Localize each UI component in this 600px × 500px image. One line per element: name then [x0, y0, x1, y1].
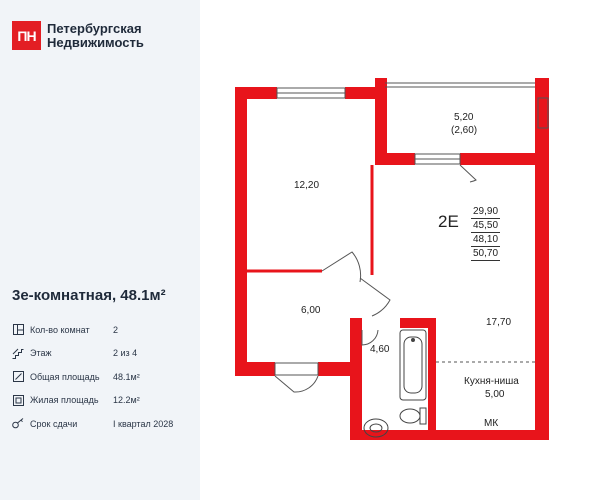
- info-list: [12, 318, 197, 436]
- info-row-floor: [12, 342, 197, 366]
- logo-line-1: Петербургская: [47, 20, 142, 36]
- stairs-icon: [12, 347, 24, 359]
- mk-label: МК: [484, 418, 499, 429]
- logo-line-2: Недвижимость: [47, 34, 144, 50]
- kitchen-niche-label: Кухня-ниша: [464, 376, 519, 387]
- info-label: Общая площадь: [30, 371, 100, 382]
- area-value: 29,90: [473, 206, 499, 217]
- info-label: Жилая площадь: [30, 395, 99, 406]
- living-area-label: 17,70: [486, 317, 512, 328]
- balcony-area-sub-label: (2,60): [451, 125, 478, 136]
- logo-mark: ПН: [12, 21, 41, 50]
- info-value: 48.1м²: [113, 371, 140, 382]
- floor-plan: [200, 0, 600, 500]
- key-icon: [12, 418, 24, 430]
- balcony-area-label: 5,20: [454, 112, 474, 123]
- info-value: 12.2м²: [113, 395, 140, 406]
- area-value: 48,10: [473, 234, 499, 245]
- info-row-rooms: [12, 318, 197, 342]
- area-total-icon: [12, 371, 24, 383]
- bedroom-area-label: 12,20: [294, 180, 320, 191]
- logo-text: [47, 22, 144, 50]
- apartment-area-box: [438, 205, 518, 257]
- info-value: 2: [113, 324, 119, 335]
- kitchen-niche-area-label: 5,00: [485, 389, 505, 400]
- area-living-icon: [12, 394, 24, 406]
- flat-title: 3е-комнатная, 48.1м²: [12, 287, 166, 304]
- info-label: Кол-во комнат: [30, 324, 90, 335]
- area-value: 50,70: [473, 248, 499, 259]
- hall-area-label: 6,00: [301, 305, 321, 316]
- info-label: Срок сдачи: [30, 418, 78, 429]
- info-row-total-area: [12, 365, 197, 389]
- apartment-code: 2Е: [438, 212, 459, 231]
- info-row-completion: [12, 412, 197, 436]
- floor-plan-icon: [12, 324, 24, 336]
- info-row-living-area: [12, 389, 197, 413]
- floor-plan-drawing: [200, 0, 600, 500]
- info-panel: [0, 0, 200, 500]
- bathtub: [400, 330, 426, 400]
- toilet: [400, 408, 426, 424]
- info-value: 2 из 4: [113, 348, 138, 359]
- info-value: I квартал 2028: [113, 418, 174, 429]
- info-label: Этаж: [30, 348, 52, 359]
- bathroom-area-label: 4,60: [370, 344, 390, 355]
- brand-logo[interactable]: [12, 21, 144, 50]
- area-values: [471, 205, 500, 261]
- area-value: 45,50: [473, 220, 499, 231]
